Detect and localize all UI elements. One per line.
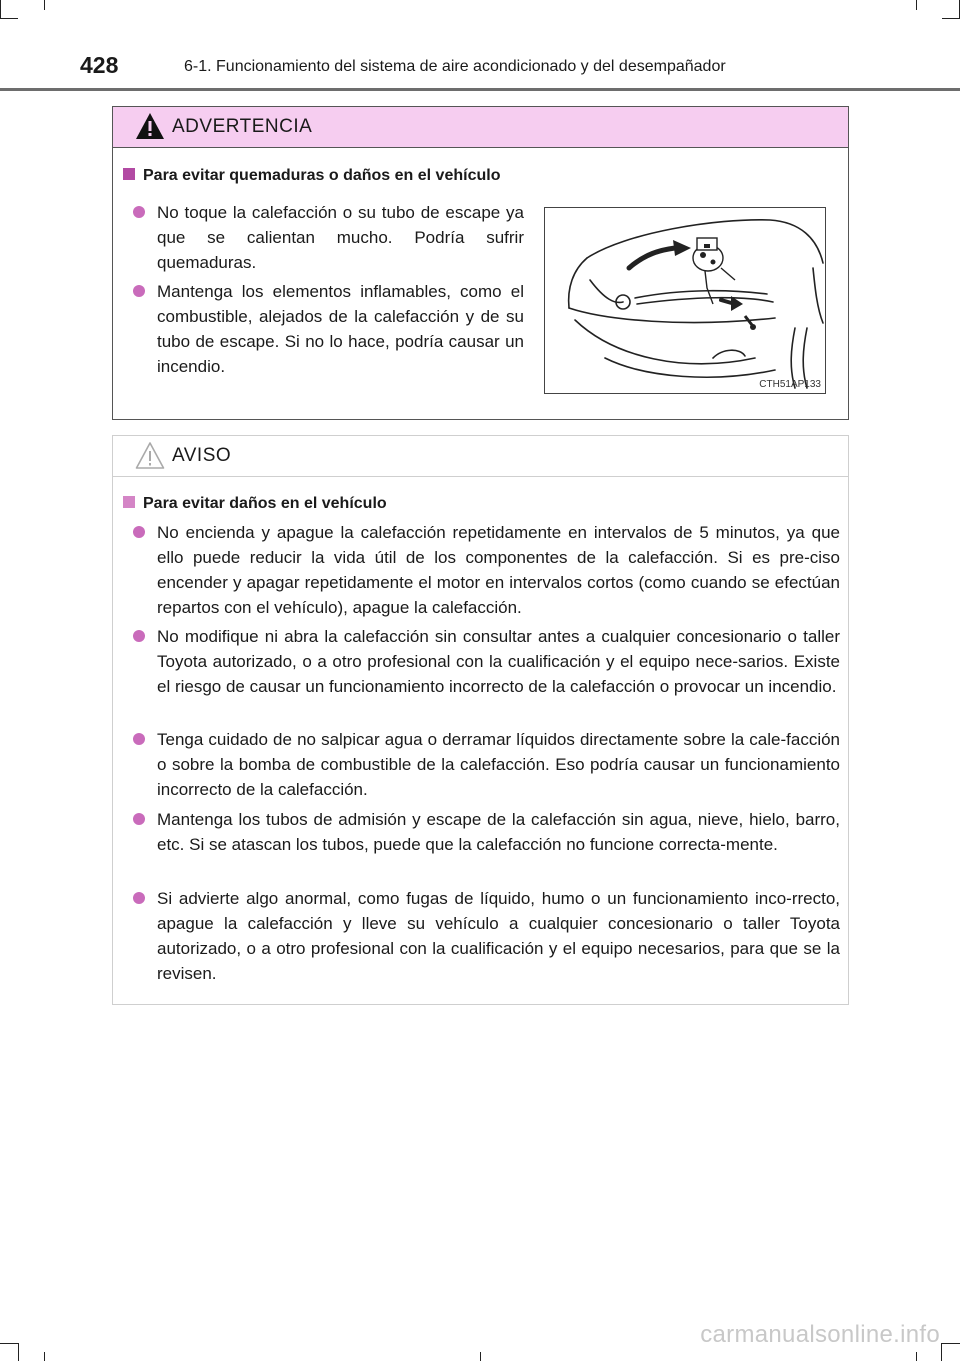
figure-code: CTH51AP133: [759, 379, 821, 390]
watermark: carmanualsonline.info: [700, 1321, 940, 1348]
list-item: [157, 807, 840, 857]
square-bullet-icon: [123, 168, 135, 180]
bullet-dot-icon: [133, 813, 145, 825]
heater-illustration: [544, 207, 826, 394]
list-item: [157, 200, 524, 275]
header-divider: [0, 88, 960, 91]
bullet-text: No encienda y apague la calefacción repetidamente en intervalos de 5 minutos, ya que ello puede reducir la vida útil de los componentes de la calefacción. Si es pre-ciso encender y apagar repetidamente el motor en intervalos cortos (como cuando se efectúan repartos con el vehículo), apague la calefacción.: [157, 523, 840, 617]
bullet-text: Tenga cuidado de no salpicar agua o derramar líquidos directamente sobre la cale-facción o sobre la bomba de combustible de la calefacción. Eso podría causar un funcionamiento incorrecto de la calefacción.: [157, 730, 840, 799]
bullet-dot-icon: [133, 733, 145, 745]
crop-mark: [480, 1352, 481, 1361]
page-number: 428: [80, 52, 119, 78]
bullet-dot-icon: [133, 630, 145, 642]
list-item: [157, 520, 840, 620]
warning-section-title: [123, 167, 500, 185]
bullet-dot-icon: [133, 285, 145, 297]
section-title-text: Para evitar quemaduras o daños en el vehículo: [143, 167, 501, 184]
warning-header: [113, 107, 848, 148]
bullet-text: Mantenga los elementos inflamables, como el combustible, alejados de la calefacción y de su tubo de escape. Si no lo hace, podría causar un incendio.: [157, 282, 524, 376]
square-bullet-icon: [123, 496, 135, 508]
bullet-text: No modifique ni abra la calefacción sin consultar antes a cualquier concesionario o taller Toyota autorizado, o a otro profesional con la cualificación y el equipo nece-sarios. Existe el riesgo de causar un funcionamiento incorrecto de la calefacción o provocar un incendio.: [157, 627, 840, 696]
list-item: [157, 279, 524, 379]
warning-label: ADVERTENCIA: [172, 116, 313, 137]
chapter-title: 6-1. Funcionamiento del sistema de aire acondicionado y del desempañador: [184, 58, 726, 75]
bullet-text: Mantenga los tubos de admisión y escape de la calefacción sin agua, nieve, hielo, barro, etc. Si se atascan los tubos, puede que la calefacción no funcione correcta-mente.: [157, 810, 840, 854]
bullet-text: Si advierte algo anormal, como fugas de líquido, humo o un funcionamiento inco-rrecto, apague la calefacción y lleve su vehículo a cualquier concesionario o taller Toyota autorizado, o a otro profesional con la cualificación y el equipo necesarios, para que se la revisen.: [157, 889, 840, 983]
crop-mark: [44, 0, 45, 10]
caution-triangle-icon: [135, 440, 165, 470]
crop-mark: [942, 1343, 960, 1344]
crop-mark: [0, 0, 1, 18]
list-item: [157, 624, 840, 699]
warning-box: [112, 106, 849, 420]
list-item: [157, 886, 840, 986]
warning-triangle-icon: [135, 111, 165, 141]
crop-mark: [0, 18, 18, 19]
caution-header: [113, 436, 848, 477]
crop-mark: [942, 18, 960, 19]
bullet-dot-icon: [133, 206, 145, 218]
page-header: [80, 52, 900, 84]
bullet-text: No toque la calefacción o su tubo de escape ya que se calientan mucho. Podría sufrir quemaduras.: [157, 203, 524, 272]
crop-mark: [941, 1343, 942, 1361]
crop-mark: [0, 1343, 18, 1344]
crop-mark: [916, 0, 917, 10]
caution-section-title: [123, 495, 387, 513]
caution-label: AVISO: [172, 445, 232, 466]
crop-mark: [916, 1352, 917, 1361]
bullet-dot-icon: [133, 526, 145, 538]
bullet-dot-icon: [133, 892, 145, 904]
crop-mark: [18, 1343, 19, 1361]
caution-box: [112, 435, 849, 1005]
list-item: [157, 727, 840, 802]
crop-mark: [44, 1352, 45, 1361]
section-title-text: Para evitar daños en el vehículo: [143, 495, 387, 512]
car-front-illustration: [545, 208, 825, 393]
